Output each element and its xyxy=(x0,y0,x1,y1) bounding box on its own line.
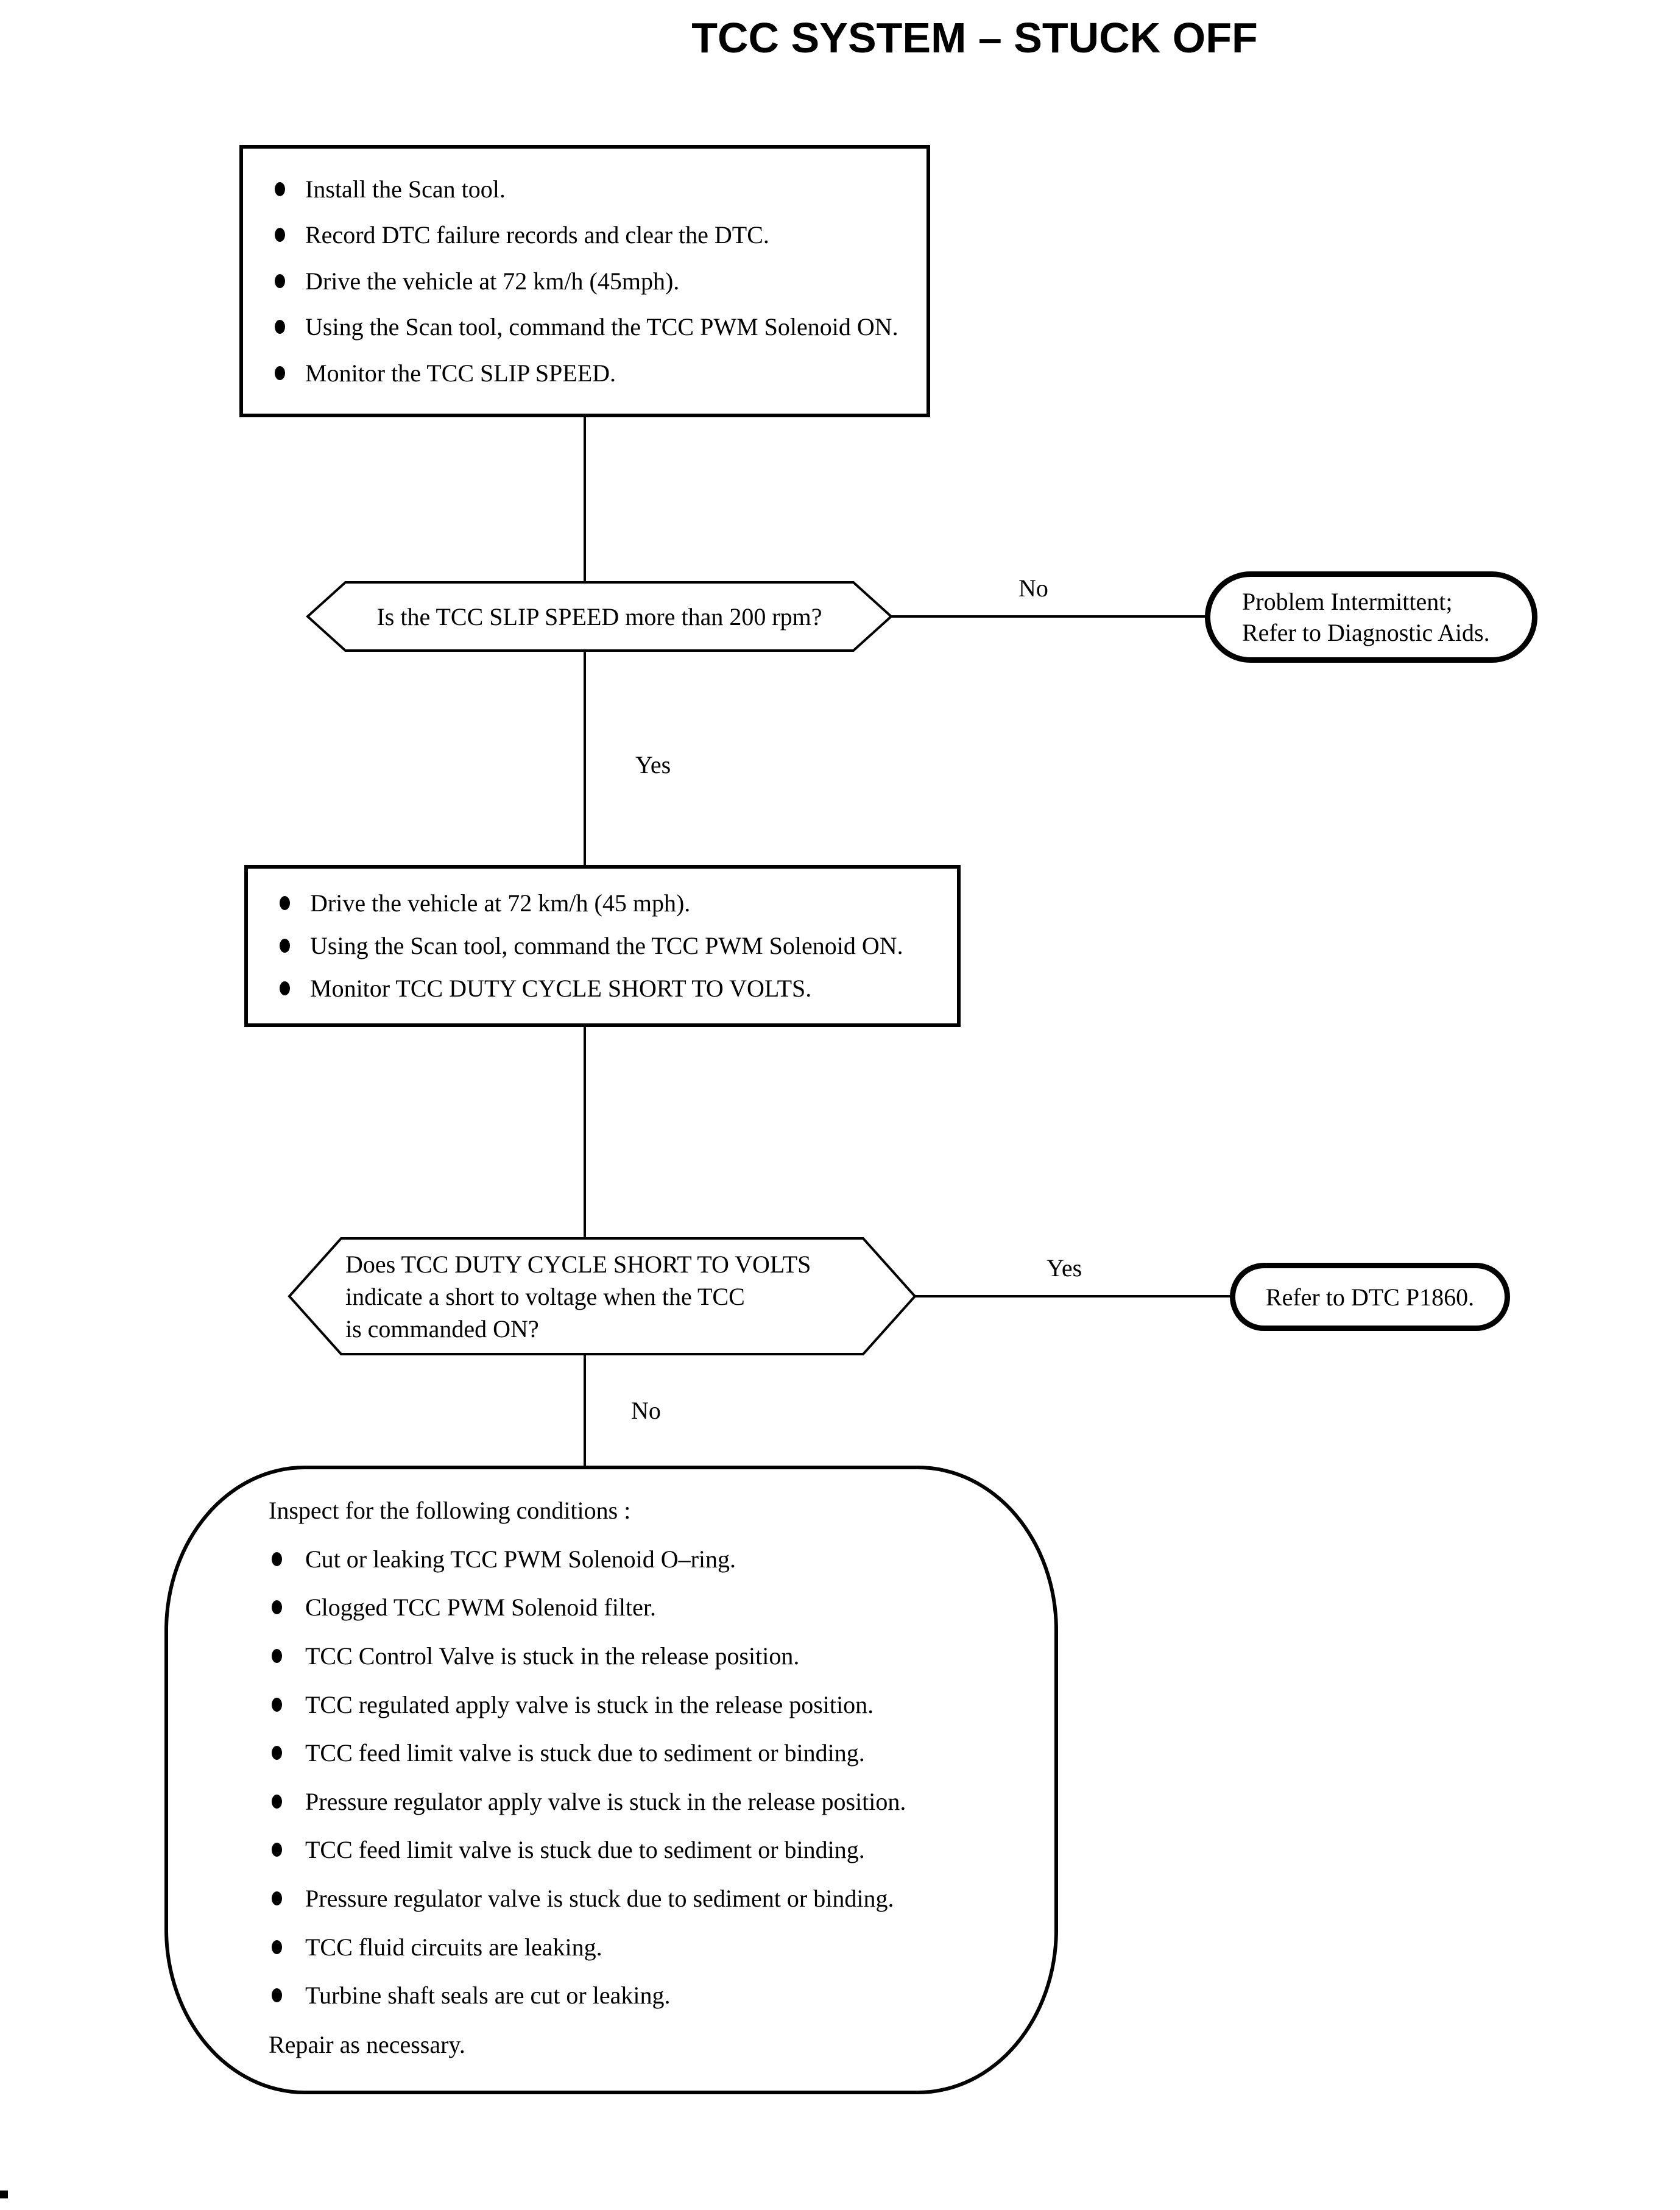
step1-box xyxy=(239,145,930,417)
decision1-question: Is the TCC SLIP SPEED more than 200 rpm? xyxy=(376,602,822,630)
bullet-icon xyxy=(275,320,285,334)
inspection-bullet-text: Pressure regulator valve is stuck due to sediment or binding. xyxy=(305,1885,894,1912)
bullet-icon xyxy=(280,939,290,953)
no-branch-label: No xyxy=(1018,574,1048,602)
yes-branch-label: Yes xyxy=(635,751,671,778)
inspection-box xyxy=(164,1466,1058,2094)
inspection-bullet-text: TCC feed limit valve is stuck due to sediment or binding. xyxy=(305,1739,865,1767)
bullet-icon xyxy=(272,1649,282,1663)
step1-bullet-text: Monitor the TCC SLIP SPEED. xyxy=(305,359,616,387)
no-branch-label: No xyxy=(631,1397,661,1424)
list-item xyxy=(243,267,914,295)
list-item xyxy=(243,313,914,341)
inspection-bullet-text: Pressure regulator apply valve is stuck in the release position. xyxy=(305,1787,906,1815)
list-item xyxy=(168,1691,1030,1719)
step2-bullet-text: Using the Scan tool, command the TCC PWM Solenoid ON. xyxy=(310,932,903,959)
bullet-icon xyxy=(272,1600,282,1614)
bullet-icon xyxy=(272,1940,282,1954)
list-item xyxy=(168,1788,1030,1816)
terminator1-line1: Problem Intermittent; xyxy=(1242,588,1453,615)
inspection-bullet-text: TCC fluid circuits are leaking. xyxy=(305,1933,602,1961)
bullet-icon xyxy=(272,1746,282,1760)
bullet-icon xyxy=(280,981,290,995)
bullet-icon xyxy=(272,1698,282,1712)
bullet-icon xyxy=(272,1891,282,1905)
inspection-bullet-text: Cut or leaking TCC PWM Solenoid O–ring. xyxy=(305,1545,736,1573)
terminator1-line2: Refer to Diagnostic Aids. xyxy=(1242,619,1490,646)
decision2-line1: Does TCC DUTY CYCLE SHORT TO VOLTS xyxy=(345,1250,811,1278)
inspection-intro: Inspect for the following conditions : xyxy=(269,1497,631,1524)
list-item xyxy=(248,889,945,917)
list-item xyxy=(243,175,914,203)
list-item xyxy=(243,221,914,249)
list-item xyxy=(168,1642,1030,1670)
scan-artifact xyxy=(0,2191,8,2198)
terminator2-text: Refer to DTC P1860. xyxy=(1265,1283,1475,1311)
bullet-icon xyxy=(280,896,290,910)
inspection-footer: Repair as necessary. xyxy=(269,2030,465,2058)
inspection-bullet-text: Clogged TCC PWM Solenoid filter. xyxy=(305,1594,656,1622)
decision2-line2: indicate a short to voltage when the TCC xyxy=(345,1282,745,1310)
list-item xyxy=(168,1739,1030,1767)
bullet-icon xyxy=(272,1552,282,1566)
list-item xyxy=(168,1982,1030,2010)
list-item xyxy=(168,1836,1030,1864)
inspection-bullet-text: TCC Control Valve is stuck in the release position. xyxy=(305,1642,800,1670)
step1-bullet-text: Record DTC failure records and clear the DTC. xyxy=(305,221,769,249)
step1-bullet-text: Drive the vehicle at 72 km/h (45mph). xyxy=(305,267,680,295)
list-item xyxy=(168,1545,1030,1573)
yes-branch-label: Yes xyxy=(1046,1254,1082,1282)
page-title: TCC SYSTEM – STUCK OFF xyxy=(691,14,1258,62)
inspection-bullet-text: TCC feed limit valve is stuck due to sediment or binding. xyxy=(305,1836,865,1864)
list-item xyxy=(243,359,914,387)
decision2-line3: is commanded ON? xyxy=(345,1315,539,1343)
list-item xyxy=(168,1933,1030,1961)
decision2-question xyxy=(345,1238,915,1354)
list-item xyxy=(168,1885,1030,1913)
bullet-icon xyxy=(272,1988,282,2002)
list-item xyxy=(248,975,945,1003)
bullet-icon xyxy=(275,228,285,242)
step2-box xyxy=(244,865,961,1027)
step2-bullet-text: Drive the vehicle at 72 km/h (45 mph). xyxy=(310,889,691,917)
list-item xyxy=(248,932,945,960)
bullet-icon xyxy=(275,366,285,380)
bullet-icon xyxy=(275,274,285,288)
list-item xyxy=(168,1594,1030,1622)
bullet-icon xyxy=(275,182,285,196)
inspection-bullet-text: TCC regulated apply valve is stuck in the release position. xyxy=(305,1690,874,1718)
bullet-icon xyxy=(272,1843,282,1857)
step1-bullet-text: Install the Scan tool. xyxy=(305,175,506,203)
problem-intermittent-terminator xyxy=(1205,571,1537,663)
refer-dtc-terminator xyxy=(1230,1263,1510,1331)
bullet-icon xyxy=(272,1795,282,1809)
step2-bullet-text: Monitor TCC DUTY CYCLE SHORT TO VOLTS. xyxy=(310,975,812,1002)
step1-bullet-text: Using the Scan tool, command the TCC PWM Solenoid ON. xyxy=(305,313,898,341)
inspection-bullet-text: Turbine shaft seals are cut or leaking. xyxy=(305,1982,671,2010)
